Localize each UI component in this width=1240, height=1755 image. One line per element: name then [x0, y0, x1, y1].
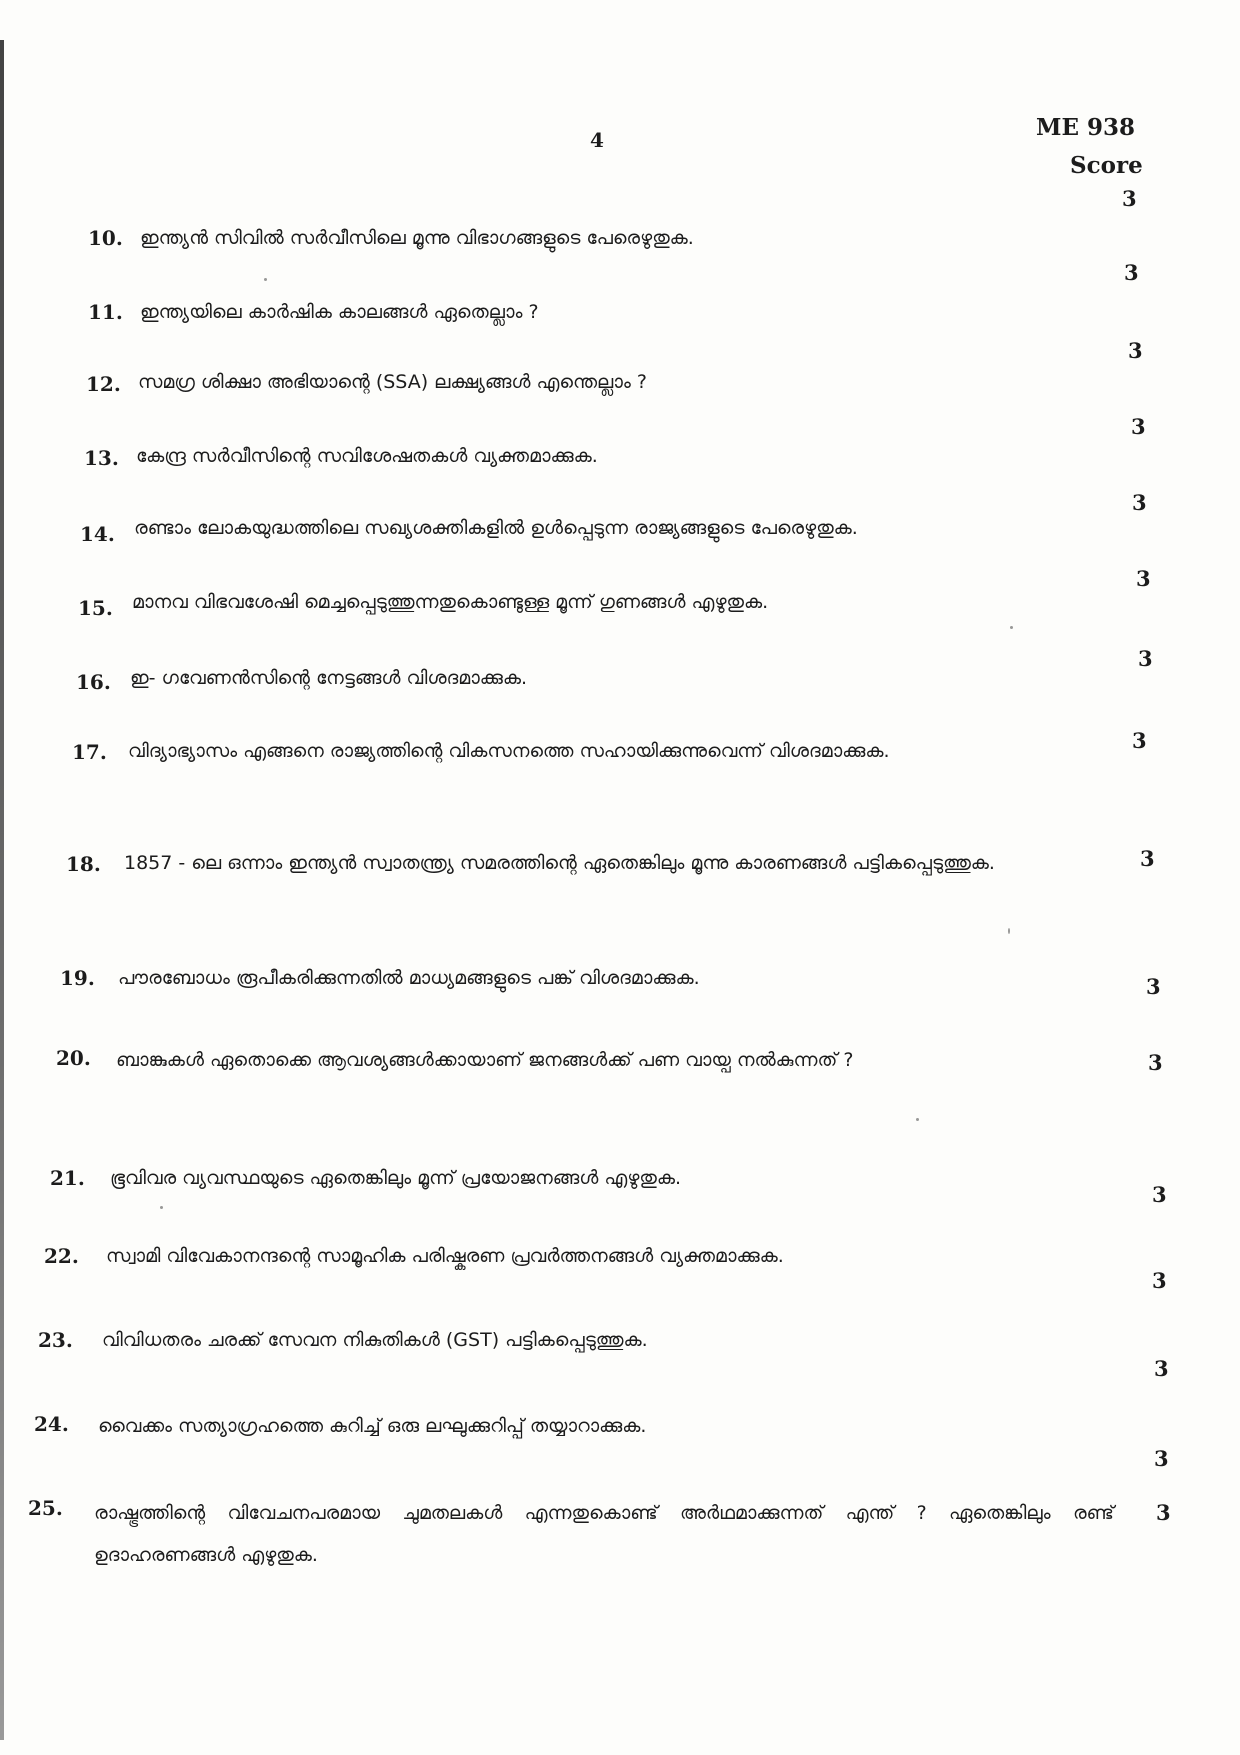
- question-score: 3: [1128, 338, 1143, 363]
- question-number: 23.: [38, 1328, 73, 1352]
- question-text: മാനവ വിഭവശേഷി മെച്ചപ്പെടുത്തുന്നതുകൊണ്ടുള്ള മൂന്ന് ഗുണങ്ങൾ എഴുതുക.: [132, 591, 769, 613]
- question-15: [78, 566, 1158, 636]
- question-score: 3: [1132, 490, 1147, 515]
- question-text: വിദ്യാഭ്യാസം എങ്ങനെ രാജ്യത്തിന്റെ വികസനത്തെ സഹായിക്കുന്നുവെന്ന് വിശദമാക്കുക.: [128, 740, 890, 762]
- question-number: 10.: [88, 226, 123, 250]
- question-score: 3: [1131, 414, 1146, 439]
- question-21: [50, 1166, 1190, 1206]
- question-text: ബാങ്കുകൾ ഏതൊക്കെ ആവശ്യങ്ങൾക്കായാണ് ജനങ്ങൾക്ക് പണ വായ്പ നൽകുന്നത് ?: [116, 1049, 854, 1071]
- question-text: പൗരബോധം രൂപീകരിക്കുന്നതിൽ മാധ്യമങ്ങളുടെ പങ്ക് വിശദമാക്കുക.: [118, 967, 700, 989]
- page-number: 4: [590, 128, 604, 152]
- question-number: 14.: [80, 522, 115, 546]
- question-score: 3: [1122, 186, 1137, 211]
- scan-speck: [916, 1118, 919, 1121]
- question-text: ഇ- ഗവേണൻസിന്റെ നേട്ടങ്ങൾ വിശദമാക്കുക.: [130, 667, 528, 689]
- question-score: 3: [1154, 1446, 1169, 1471]
- question-14: [80, 490, 1150, 562]
- question-text: ഭൂവിവര വ്യവസ്ഥയുടെ ഏതെങ്കിലും മൂന്ന് പ്രയോജനങ്ങൾ എഴുതുക.: [110, 1167, 682, 1189]
- question-text: വിവിധതരം ചരക്ക് സേവന നികുതികൾ (GST) പട്ടികപ്പെടുത്തുക.: [102, 1329, 648, 1351]
- question-22: [44, 1244, 1194, 1293]
- question-number: 17.: [72, 740, 107, 764]
- question-number: 18.: [66, 852, 101, 876]
- question-score: 3: [1152, 1268, 1167, 1293]
- question-25: [28, 1496, 1208, 1576]
- question-11: [88, 260, 1148, 340]
- question-score: 3: [1156, 1500, 1171, 1525]
- question-number: 11.: [88, 300, 123, 324]
- question-text: രാഷ്ട്രത്തിന്റെ വിവേചനപരമായ ചുമതലകൾ എന്നതുകൊണ്ട് അർഥമാക്കുന്നത് എന്ത് ? ഏതെങ്കിലും രണ്ട് ഉദാഹരണങ്ങൾ എഴുതുക.: [94, 1502, 1114, 1566]
- score-column-header: Score: [1070, 152, 1143, 179]
- question-number: 24.: [34, 1412, 69, 1436]
- question-text: സമഗ്ര ശിക്ഷാ അഭിയാന്റെ (SSA) ലക്ഷ്യങ്ങൾ എന്തെല്ലാം ?: [138, 371, 647, 393]
- question-number: 20.: [56, 1046, 91, 1070]
- question-text: സ്വാമി വിവേകാനന്ദന്റെ സാമൂഹിക പരിഷ്കരണ പ്രവർത്തനങ്ങൾ വ്യക്തമാക്കുക.: [106, 1245, 784, 1267]
- question-16: [76, 646, 1166, 710]
- question-score: 3: [1146, 974, 1161, 999]
- question-text: 1857 - ലെ ഒന്നാം ഇന്ത്യൻ സ്വാതന്ത്ര്യ സമരത്തിന്റെ ഏതെങ്കിലും മൂന്നു കാരണങ്ങൾ പട്ടികപ്പെടുത്തുക.: [124, 852, 995, 874]
- scan-speck: [160, 1206, 163, 1209]
- question-score: 3: [1124, 260, 1139, 285]
- question-text: ഇന്ത്യൻ സിവിൽ സർവീസിലെ മൂന്നു വിഭാഗങ്ങളുടെ പേരെഴുതുക.: [140, 227, 694, 249]
- question-score: 3: [1154, 1356, 1169, 1381]
- question-number: 19.: [60, 966, 95, 990]
- question-number: 22.: [44, 1244, 79, 1268]
- question-19: [60, 966, 1180, 1006]
- question-score: 3: [1132, 728, 1147, 753]
- question-number: 15.: [78, 596, 113, 620]
- question-13: [84, 414, 1146, 486]
- question-number: 21.: [50, 1166, 85, 1190]
- question-18: [66, 846, 1176, 932]
- question-number: 13.: [84, 446, 119, 470]
- question-20: [56, 1046, 1186, 1126]
- paper-code: ME 938: [1036, 114, 1136, 141]
- scan-speck: [1008, 928, 1010, 934]
- question-score: 3: [1140, 846, 1155, 871]
- question-12: [86, 338, 1146, 412]
- question-number: 16.: [76, 670, 111, 694]
- question-score: 3: [1148, 1050, 1163, 1075]
- question-score: 3: [1136, 566, 1151, 591]
- question-10: [88, 186, 1148, 266]
- question-text: രണ്ടാം ലോകയുദ്ധത്തിലെ സഖ്യശക്തികളിൽ ഉൾപ്പെടുന്ന രാജ്യങ്ങളുടെ പേരെഴുതുക.: [134, 517, 858, 539]
- scan-speck: [264, 278, 267, 281]
- question-text: വൈക്കം സത്യാഗ്രഹത്തെ കുറിച്ച് ഒരു ലഘുക്കുറിപ്പ് തയ്യാറാക്കുക.: [98, 1415, 647, 1437]
- question-number: 25.: [28, 1496, 63, 1520]
- question-number: 12.: [86, 372, 121, 396]
- scan-edge: [0, 40, 4, 1740]
- question-score: 3: [1152, 1182, 1167, 1207]
- scan-speck: [1010, 626, 1013, 629]
- question-text: ഇന്ത്യയിലെ കാർഷിക കാലങ്ങൾ ഏതെല്ലാം ?: [140, 301, 539, 323]
- question-text: കേന്ദ്ര സർവീസിന്റെ സവിശേഷതകൾ വ്യക്തമാക്കുക.: [136, 445, 598, 467]
- question-score: 3: [1138, 646, 1153, 671]
- question-23: [38, 1328, 1198, 1381]
- question-24: [34, 1412, 1204, 1471]
- question-17: [72, 728, 1172, 820]
